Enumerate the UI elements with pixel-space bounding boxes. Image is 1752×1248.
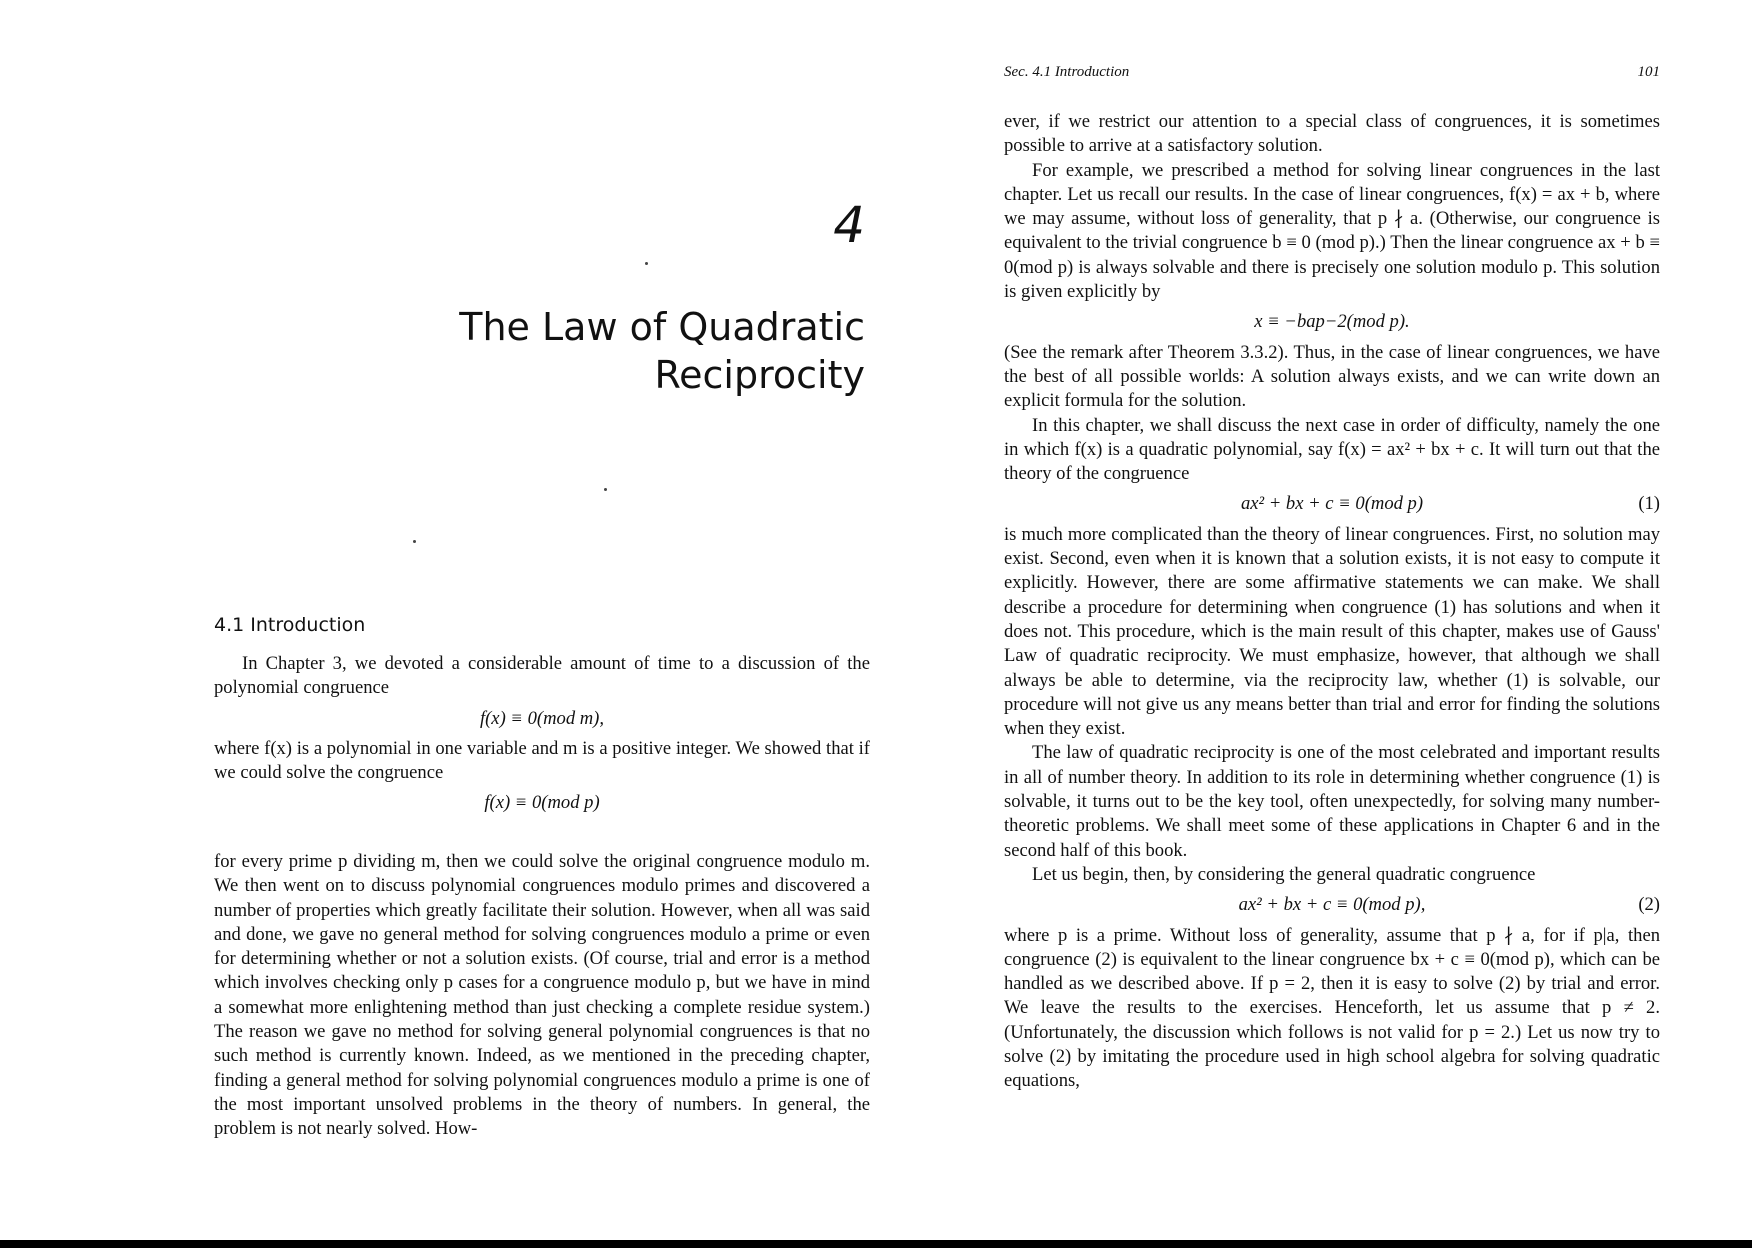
scan-bottom-border: [0, 1240, 1752, 1248]
scan-speck: [645, 262, 648, 265]
right-paragraph-2: For example, we prescribed a method for solving linear congruences in the last chapter. Let us recall our results. In the case of linear congruences, f(x) = ax + b, where we may assume, without loss of generality, that p ∤ a. (Otherwise, our congruence is equivalent to the trivial congruence b ≡ 0 (mod p).) Then the linear congruence ax + b ≡ 0(mod p) is always solvable and there is precisely one solution modulo p. This solution is given explicitly by: [1004, 159, 1660, 303]
left-page: [0, 0, 876, 1240]
right-paragraph-6: The law of quadratic reciprocity is one of the most celebrated and important results in all of number theory. In addition to its role in determining whether congruence (1) is solvable, it turns out to be the key tool, often unexpectedly, for solving many number-theoretic problems. We shall meet some of these applications in Chapter 6 and in the second half of this book.: [1004, 742, 1660, 861]
right-equation-1: [1004, 492, 1660, 516]
right-paragraph-4: In this chapter, we shall discuss the next case in order of difficulty, namely the one in which f(x) is a quadratic polynomial, say f(x) = ax² + bx + c. It will turn out that the theory of the congruence: [1004, 414, 1660, 485]
right-paragraph-7: Let us begin, then, by considering the general quadratic congruence: [1032, 863, 1536, 885]
running-head: [1004, 64, 1660, 81]
right-paragraph-3: (See the remark after Theorem 3.3.2). Thus, in the case of linear congruences, we have the best of all possible worlds: A solution always exists, and we can write down an explicit formula for the solution.: [1004, 341, 1660, 412]
left-equation-1: f(x) ≡ 0(mod m),: [479, 707, 605, 729]
right-paragraph-1: ever, if we restrict our attention to a special class of congruences, it is sometimes possible to arrive at a satisfactory solution.: [1004, 111, 1660, 157]
section-heading: 4.1 Introduction: [214, 614, 366, 636]
scan-speck: [604, 488, 607, 491]
chapter-number: 4: [833, 196, 865, 254]
right-body: [1004, 110, 1660, 1094]
running-head-title: Sec. 4.1 Introduction: [1004, 64, 1130, 80]
chapter-title-line1: The Law of Quadratic: [459, 305, 865, 349]
equation-2-number: (2): [1638, 894, 1660, 916]
scan-speck: [413, 540, 416, 543]
right-paragraph-5: is much more complicated than the theory of linear congruences. First, no solution may exist. Second, even when it is known that a solution exists, it is not easy to compute it explicitly. However, there are some affirmative statements we can make. We shall describe a procedure for determining when congruence (1) has solutions and when it does not. This procedure, which is the main result of this chapter, makes use of Gauss' Law of quadratic reciprocity. We must emphasize, however, that although we shall always be able to determine, via the reciprocity law, whether (1) is solvable, our procedure will not give us any means better than trial and error for finding the solutions when they exist.: [1004, 523, 1660, 740]
page-number: 101: [1637, 64, 1660, 80]
left-paragraph-1: In Chapter 3, we devoted a considerable amount of time to a discussion of the polynomial congruence: [214, 653, 870, 699]
left-paragraph-3: for every prime p dividing m, then we could solve the original congruence modulo m. We then went on to discuss polynomial congruences modulo primes and discovered a number of properties which greatly facilitate their solution. However, when all was said and done, we gave no general method for solving congruences modulo a prime or even for determining whether or not a solution exists. (Of course, trial and error is a method which involves checking only p cases for a congruence modulo p, but we have in mind a somewhat more enlightening method than just checking a complete residue system.) The reason we gave no method for solving general polynomial congruences is that no such method is currently known. Indeed, as we mentioned in the preceding chapter, finding a general method for solving polynomial congruences modulo a prime is one of the most important unsolved problems in the theory of numbers. In general, the problem is not nearly solved. How-: [214, 851, 870, 1140]
left-paragraph-2: where f(x) is a polynomial in one variable and m is a positive integer. We showed that if we could solve the congruence: [214, 737, 870, 784]
equation-1-number: (1): [1638, 493, 1660, 515]
equation-2-text: ax² + bx + c ≡ 0(mod p),: [1238, 894, 1426, 916]
left-equation-2: f(x) ≡ 0(mod p): [484, 792, 600, 814]
left-body-bottom: [214, 850, 870, 1142]
chapter-title: [330, 303, 865, 399]
right-page: [876, 0, 1752, 1240]
right-equation-x: x ≡ −bap−2(mod p).: [1254, 311, 1410, 333]
left-body-top: [214, 652, 870, 822]
chapter-title-line2: Reciprocity: [654, 353, 865, 397]
right-equation-2: [1004, 893, 1660, 917]
equation-1-text: ax² + bx + c ≡ 0(mod p): [1240, 493, 1424, 515]
right-paragraph-8: where p is a prime. Without loss of generality, assume that p ∤ a, for if p|a, then congruence (2) is equivalent to the linear congruence bx + c ≡ 0(mod p), which can be handled as we described above. If p = 2, then it is easy to solve (2) by trial and error. We leave the results to the exercises. Henceforth, let us assume that p ≠ 2. (Unfortunately, the discussion which follows is not valid for p = 2.) Let us now try to solve (2) by imitating the procedure used in high school algebra for solving quadratic equations,: [1004, 924, 1660, 1092]
